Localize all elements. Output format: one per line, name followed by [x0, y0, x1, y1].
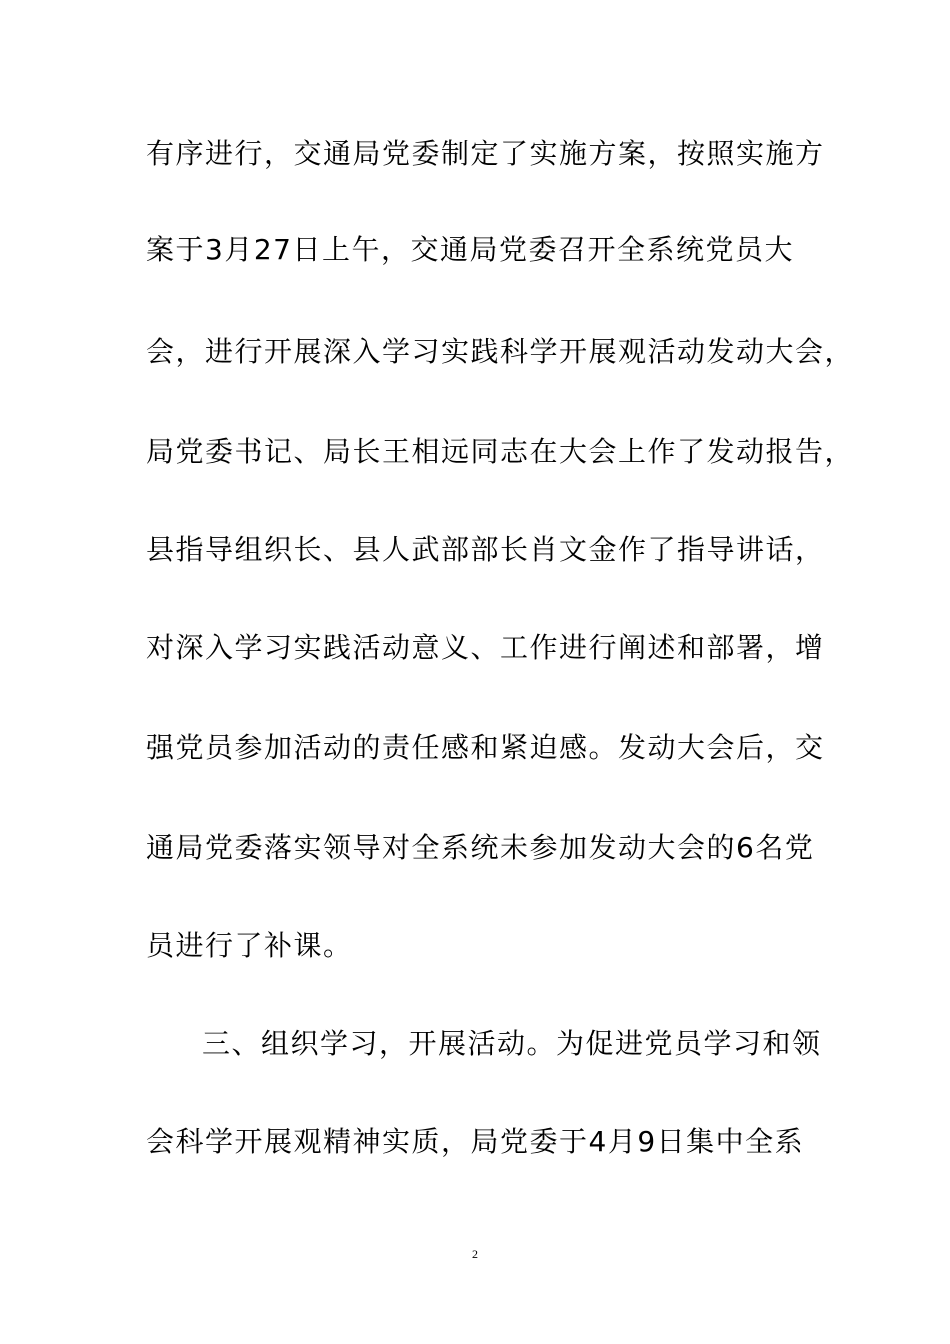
text-line-3: 会，进行开展深入学习实践科学开展观活动发动大会，	[146, 335, 855, 368]
text-line-6: 对深入学习实践活动意义、工作进行阐述和部署，增	[146, 631, 825, 664]
text-line-1: 有序进行，交通局党委制定了实施方案，按照实施方	[146, 137, 825, 170]
text-line-2: 案于3月27日上午，交通局党委召开全系统党员大	[146, 233, 794, 266]
text-line-8: 通局党委落实领导对全系统未参加发动大会的6名党	[146, 831, 815, 864]
text-line-9: 员进行了补课。	[146, 929, 353, 962]
text-line-7: 强党员参加活动的责任感和紧迫感。发动大会后，交	[146, 731, 825, 764]
text-line-5: 县指导组织长、县人武部部长肖文金作了指导讲话，	[146, 533, 825, 566]
page-number: 2	[472, 1247, 478, 1261]
text-line-11: 会科学开展观精神实质，局党委于4月9日集中全系	[146, 1125, 805, 1158]
text-line-4: 局党委书记、局长王相远同志在大会上作了发动报告，	[146, 435, 855, 468]
text-line-10: 三、组织学习，开展活动。为促进党员学习和领	[202, 1027, 822, 1060]
